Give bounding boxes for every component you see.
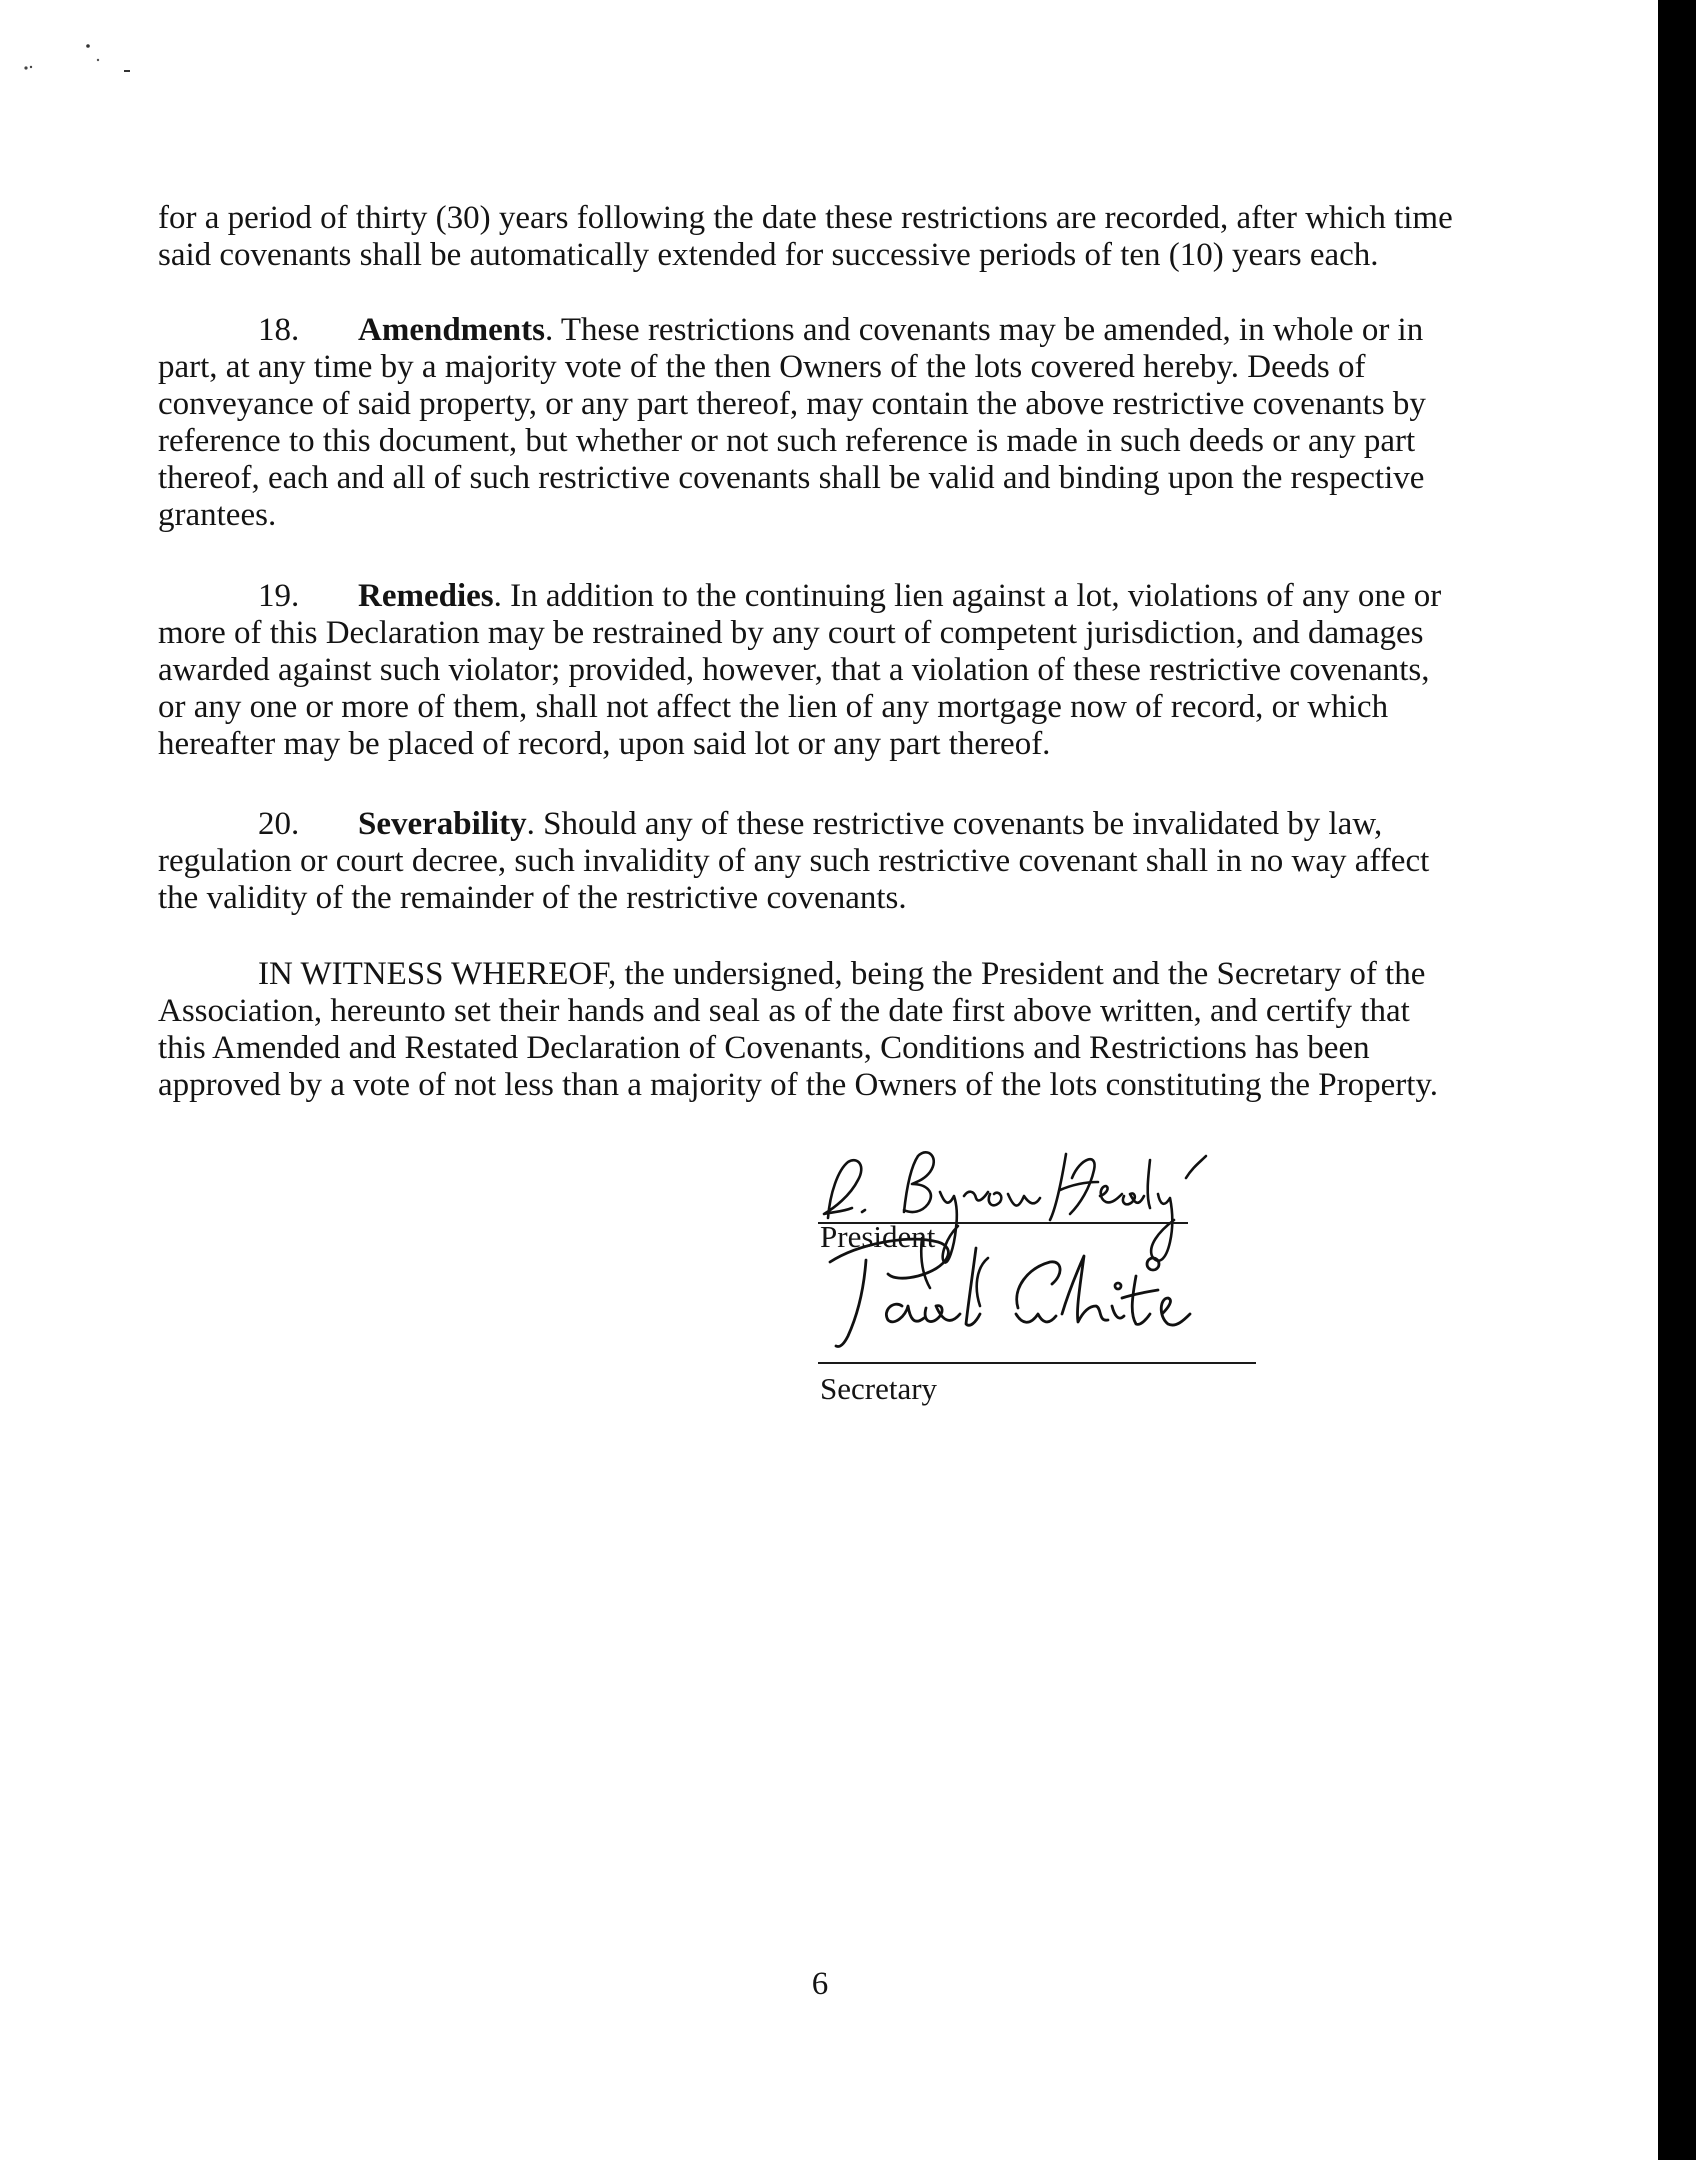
page-number: 6: [811, 1966, 829, 2002]
section-number: 18.: [258, 312, 300, 348]
section-text: . In addition to the continuing lien against a lot, violations of any one or more of this Declaration may be restrained by any court of competent jurisdiction, and damages awarded against such violator; provided, however, that a violation of these restrictive covenants, or any one or more of them, shall not affect the lien of any mortgage now of record, or which hereafter may be placed of record, upon said lot or any part thereof.: [158, 578, 1442, 762]
continuation-paragraph: for a period of thirty (30) years following the date these restrictions are recorded, after which time said covenants shall be automatically extended for successive periods of ten (10) years each.: [158, 200, 1453, 273]
section-text: . These restrictions and covenants may be amended, in whole or in part, at any time by a majority vote of the then Owners of the lots covered hereby. Deeds of conveyance of said property, or any part thereof, may contain the above restrictive covenants by reference to this document, but whether or not such reference is made in such deeds or any part thereof, each and all of such restrictive covenants shall be valid and binding upon the respective grantees.: [158, 312, 1426, 533]
secretary-signature-line: [818, 1362, 1256, 1364]
secretary-signature: [830, 1239, 1190, 1346]
signature-block: [818, 1138, 1358, 1418]
scan-specks: [18, 38, 148, 88]
section-20: [158, 806, 1458, 917]
president-label: President: [820, 1219, 936, 1254]
section-heading: Amendments: [358, 312, 545, 348]
section-19: [158, 578, 1458, 763]
witness-paragraph: [158, 956, 1458, 1104]
scan-edge: [1658, 0, 1696, 2160]
section-heading: Severability: [358, 806, 527, 842]
section-text: . Should any of these restrictive covenants be invalidated by law, regulation or court decree, such invalidity of any such restrictive covenant shall in no way affect the validity of the remainder of the restrictive covenants.: [158, 806, 1430, 916]
section-18: [158, 312, 1458, 534]
section-number: 19.: [258, 578, 300, 614]
section-heading: Remedies: [358, 578, 494, 614]
secretary-label: Secretary: [820, 1371, 938, 1406]
section-number: 20.: [258, 806, 300, 842]
witness-text: IN WITNESS WHEREOF, the undersigned, being the President and the Secretary of the Association, hereunto set their hands and seal as of the date first above written, and certify that this Amended and Restated Declaration of Covenants, Conditions and Restrictions has been approved by a vote of not less than a majority of the Owners of the lots constituting the Property.: [158, 956, 1439, 1103]
